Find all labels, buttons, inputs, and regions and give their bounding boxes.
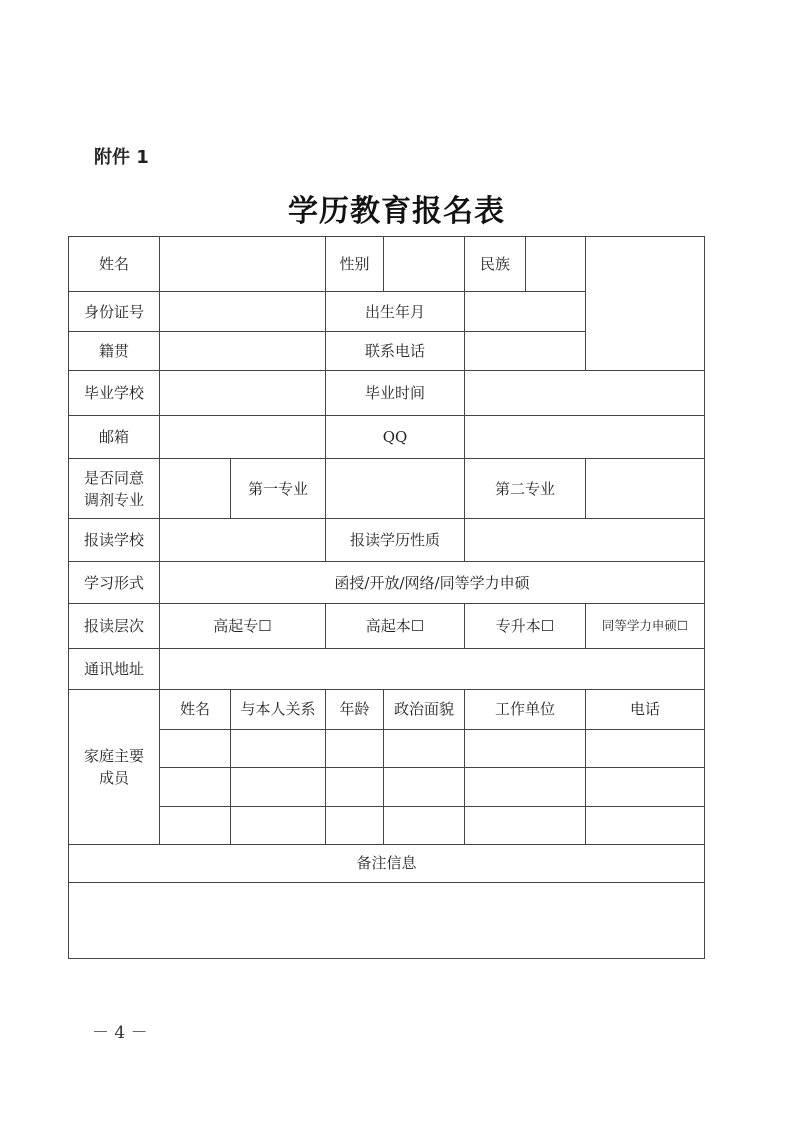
first-major-field[interactable]: [326, 459, 465, 519]
email-field[interactable]: [160, 416, 326, 459]
name-field[interactable]: [160, 237, 326, 292]
phone-field[interactable]: [465, 332, 586, 371]
family-cell[interactable]: [231, 767, 326, 806]
form-row-address: [69, 649, 705, 689]
remarks-field[interactable]: [69, 882, 705, 958]
family-cell[interactable]: [160, 806, 231, 844]
form-row-study-form: [69, 562, 705, 604]
address-label: 通讯地址: [69, 649, 160, 689]
form-row-apply-school: [69, 519, 705, 562]
form-title: 学历教育报名表: [288, 194, 505, 229]
family-cell[interactable]: [465, 767, 586, 806]
family-header-phone: 电话: [586, 689, 705, 729]
family-header-age: 年龄: [326, 689, 384, 729]
study-form-label: 学习形式: [69, 562, 160, 604]
gender-field[interactable]: [384, 237, 465, 292]
family-header-political: 政治面貌: [384, 689, 465, 729]
adjust-major-field[interactable]: [160, 459, 231, 519]
level-option-gaoqiben[interactable]: 高起本☐: [326, 604, 465, 649]
family-cell[interactable]: [160, 729, 231, 767]
page-number: － 4 －: [92, 1023, 148, 1043]
native-place-field[interactable]: [160, 332, 326, 371]
id-number-label: 身份证号: [69, 292, 160, 332]
family-row: [69, 729, 705, 767]
form-row-email: [69, 416, 705, 459]
form-row-basic: [69, 237, 705, 292]
study-form-value[interactable]: 函授/开放/网络/同等学力申硕: [160, 562, 705, 604]
apply-school-field[interactable]: [160, 519, 326, 562]
remarks-row: [69, 882, 705, 958]
attachment-label: 附件 1: [94, 147, 149, 168]
family-row: [69, 806, 705, 844]
graduated-school-label: 毕业学校: [69, 371, 160, 416]
family-cell[interactable]: [326, 729, 384, 767]
birth-field[interactable]: [465, 292, 586, 332]
form-row-school: [69, 371, 705, 416]
qq-label: QQ: [326, 416, 465, 459]
form-row-level: [69, 604, 705, 649]
family-label: [69, 689, 160, 844]
adjust-major-label: [69, 459, 160, 519]
family-cell[interactable]: [231, 806, 326, 844]
email-label: 邮箱: [69, 416, 160, 459]
graduation-time-field[interactable]: [465, 371, 705, 416]
photo-cell[interactable]: [586, 237, 705, 371]
family-label-text: 家庭主要成员: [83, 746, 144, 787]
family-row: [69, 767, 705, 806]
ethnicity-label: 民族: [465, 237, 526, 292]
apply-school-label: 报读学校: [69, 519, 160, 562]
family-cell[interactable]: [384, 806, 465, 844]
family-cell[interactable]: [326, 806, 384, 844]
apply-nature-label: 报读学历性质: [326, 519, 465, 562]
level-option-gaoqizhuan[interactable]: 高起专☐: [160, 604, 326, 649]
adjust-major-label-text: 是否同意调剂专业: [83, 468, 144, 509]
family-header-relation: 与本人关系: [231, 689, 326, 729]
family-header-row: [69, 689, 705, 729]
qq-field[interactable]: [465, 416, 705, 459]
level-option-tongdeng[interactable]: 同等学力申硕☐: [586, 604, 705, 649]
phone-label: 联系电话: [326, 332, 465, 371]
native-place-label: 籍贯: [69, 332, 160, 371]
family-cell[interactable]: [384, 729, 465, 767]
apply-nature-field[interactable]: [465, 519, 705, 562]
family-header-workplace: 工作单位: [465, 689, 586, 729]
ethnicity-field[interactable]: [526, 237, 586, 292]
family-cell[interactable]: [465, 729, 586, 767]
family-cell[interactable]: [586, 806, 705, 844]
address-field[interactable]: [160, 649, 705, 689]
registration-form-table: [68, 236, 705, 959]
family-cell[interactable]: [465, 806, 586, 844]
family-cell[interactable]: [231, 729, 326, 767]
family-cell[interactable]: [326, 767, 384, 806]
level-option-zhuanshengben[interactable]: 专升本☐: [465, 604, 586, 649]
second-major-label: 第二专业: [465, 459, 586, 519]
gender-label: 性别: [326, 237, 384, 292]
graduation-time-label: 毕业时间: [326, 371, 465, 416]
family-cell[interactable]: [586, 729, 705, 767]
family-cell[interactable]: [586, 767, 705, 806]
remarks-label: 备注信息: [69, 844, 705, 882]
graduated-school-field[interactable]: [160, 371, 326, 416]
level-label: 报读层次: [69, 604, 160, 649]
id-number-field[interactable]: [160, 292, 326, 332]
first-major-label: 第一专业: [231, 459, 326, 519]
family-header-name: 姓名: [160, 689, 231, 729]
name-label: 姓名: [69, 237, 160, 292]
family-cell[interactable]: [160, 767, 231, 806]
second-major-field[interactable]: [586, 459, 705, 519]
family-cell[interactable]: [384, 767, 465, 806]
birth-label: 出生年月: [326, 292, 465, 332]
form-row-major: [69, 459, 705, 519]
remarks-header-row: [69, 844, 705, 882]
